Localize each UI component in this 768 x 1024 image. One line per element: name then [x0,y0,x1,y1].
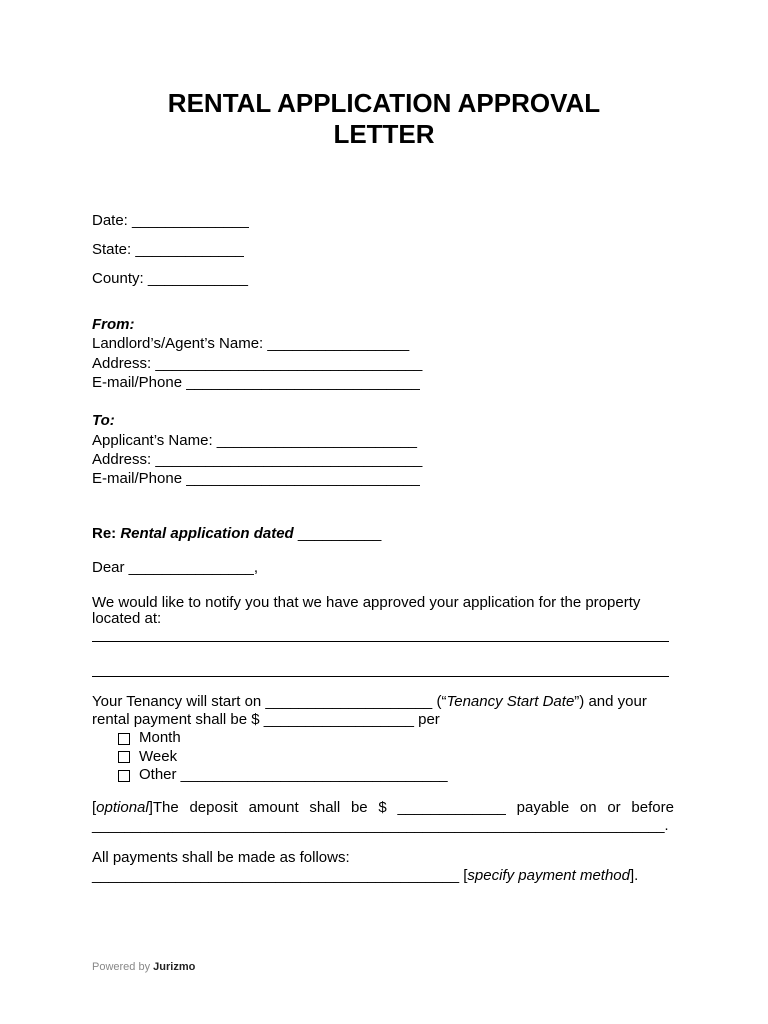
payment-method-blank[interactable]: ____________________________________________ [ [92,867,468,884]
notify-text-line-2: located at: [92,610,162,627]
tenancy-text-end: ”) and your [574,693,647,710]
deposit-word: payable [516,799,570,816]
property-address-line-2[interactable] [92,676,669,677]
deposit-word: on [579,799,597,816]
re-date-blank[interactable]: __________ [293,525,382,542]
month-checkbox[interactable] [118,733,130,745]
deposit-date-field[interactable]: _______________________________________________________________________. [92,818,669,834]
tenancy-text-line-1[interactable] [92,693,647,711]
deposit-word: or [607,799,621,816]
deposit-word: be [350,799,368,816]
to-contact-field[interactable]: E-mail/Phone ____________________________ [92,470,420,487]
from-name-field[interactable]: Landlord’s/Agent’s Name: _________________ [92,335,410,352]
title-line-2: LETTER [333,119,435,149]
deposit-word: before [631,799,674,816]
county-field[interactable]: County: ____________ [92,270,248,287]
week-checkbox[interactable] [118,751,130,763]
week-option-label: Week [139,748,178,765]
property-address-line-1[interactable] [92,641,669,642]
title-line-1: RENTAL APPLICATION APPROVAL [167,88,601,118]
deposit-word: shall [309,799,341,816]
notify-text-line-1: We would like to notify you that we have approved your application for the property [92,594,641,611]
tenancy-start-part[interactable]: Your Tenancy will start on ____________________ (“ [92,693,447,710]
payment-method-hint: specify payment method [467,867,630,884]
deposit-text-line-1[interactable] [92,799,674,817]
from-address-field[interactable]: Address: ________________________________ [92,355,423,372]
footer-powered-by: Powered by Jurizmo [92,961,196,973]
payments-text: All payments shall be made as follows: [92,849,350,866]
document-title [0,88,768,150]
state-field[interactable]: State: _____________ [92,241,244,258]
deposit-optional-tag: [optional]The [92,799,179,816]
deposit-word: amount [248,799,299,816]
deposit-word: deposit [189,799,238,816]
re-line[interactable] [92,525,381,543]
to-address-field[interactable]: Address: ________________________________ [92,451,423,468]
salutation-field[interactable]: Dear _______________, [92,559,258,576]
other-checkbox[interactable] [118,770,130,782]
month-option-label: Month [139,729,181,746]
payment-method-line[interactable]: ____________________________________________ [specify payment method]. [92,867,639,884]
re-prefix: Re: [92,525,121,542]
to-label: To: [92,412,115,429]
deposit-word: $ [378,799,387,816]
jurizmo-logo: Jurizmo [153,961,196,973]
to-name-field[interactable]: Applicant’s Name: ________________________ [92,432,417,449]
tenancy-start-date-term: Tenancy Start Date [446,693,575,710]
other-option-field[interactable]: Other ________________________________ [139,766,448,783]
deposit-amount-blank[interactable]: _____________ [397,799,506,816]
date-field[interactable]: Date: ______________ [92,212,249,229]
from-contact-field[interactable]: E-mail/Phone ____________________________ [92,374,420,391]
from-label: From: [92,316,135,333]
re-subject: Rental application dated [120,525,294,542]
rental-payment-field[interactable]: rental payment shall be $ __________________ per [92,711,440,728]
